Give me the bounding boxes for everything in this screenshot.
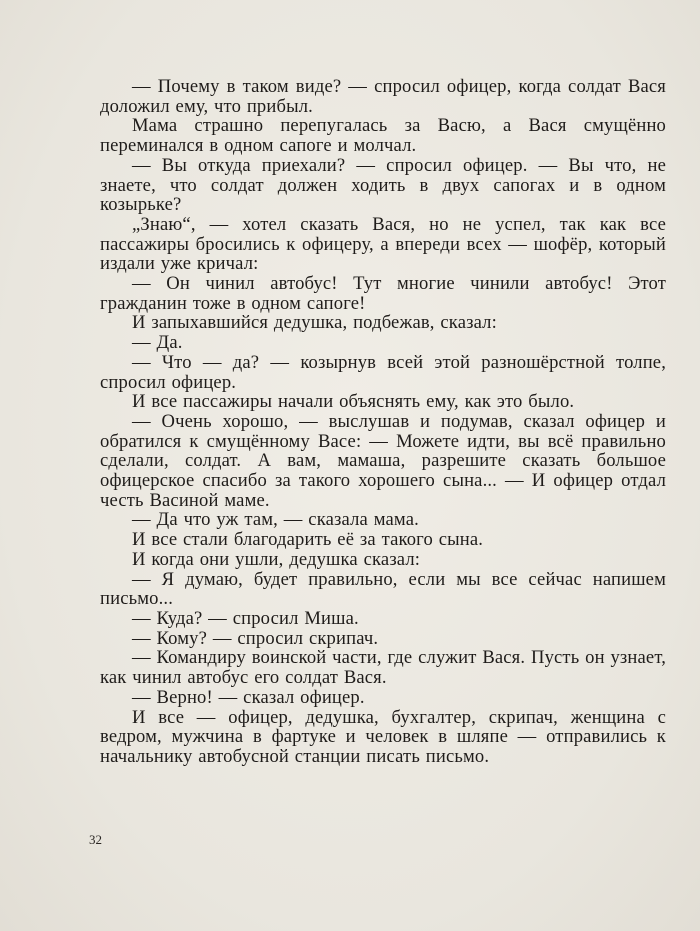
- page-number: 32: [89, 832, 102, 847]
- paragraph-11: — Да что уж там, — сказала мама.: [132, 509, 419, 531]
- paragraph-18: — Верно! — сказал офицер.: [132, 686, 365, 708]
- paragraph-1: — Почему в таком виде? — спросил офицер, когда солдат Вася доложил ему, что прибыл.: [100, 76, 666, 117]
- paragraph-9: И все пассажиры начали объяснять ему, как это было.: [132, 391, 575, 413]
- paragraph-13: И когда они ушли, дедушка сказал:: [132, 548, 421, 570]
- paragraph-14: — Я думаю, будет правильно, если мы все сейчас напишем письмо...: [100, 568, 666, 610]
- paragraph-16: — Кому? — спросил скрипач.: [132, 627, 379, 649]
- paragraph-3: — Вы откуда приехали? — спросил офицер. — Вы что, не знаете, что солдат должен ходить в двух сапогах и в одном козырьке?: [100, 154, 666, 216]
- paragraph-15: — Куда? — спросил Миша.: [132, 607, 359, 629]
- paragraph-17: — Командиру воинской части, где служит Вася. Пусть он узнает, как чинил автобус его солдат Вася.: [100, 647, 666, 689]
- paragraph-6: И запыхавшийся дедушка, подбежав, сказал:: [132, 312, 497, 334]
- paragraph-8: — Что — да? — козырнув всей этой разношёрстной толпе, спросил офицер.: [100, 351, 666, 393]
- paragraph-12: И все стали благодарить её за такого сына.: [132, 529, 484, 551]
- paragraph-19: И все — офицер, дедушка, бухгалтер, скрипач, женщина с ведром, мужчина в фартуке и человек в шляпе — отправились к начальнику автобусной станции писать письмо.: [100, 706, 666, 767]
- paragraph-7: — Да.: [132, 332, 183, 354]
- paragraph-4: „Знаю“, — хотел сказать Вася, но не успел, так как все пассажиры бросились к офицеру, а впереди всех — шофёр, который издали уже кричал:: [100, 213, 666, 275]
- paragraph-2: Мама страшно перепугалась за Васю, а Вася смущённо переминался в одном сапоге и молчал.: [100, 115, 666, 157]
- paragraph-5: — Он чинил автобус! Тут многие чинили автобус! Этот гражданин тоже в одном сапоге!: [100, 273, 666, 314]
- paragraph-10: — Очень хорошо, — выслушав и подумав, сказал офицер и обратился к смущённому Васе: — Можете идти, вы всё правильно сделали, солдат. А вам, мамаша, разрешите сказать большое офицерское спасибо за такого хорошего сына... — И офицер отдал честь Васиной маме.: [100, 410, 666, 511]
- body-text: [100, 77, 666, 767]
